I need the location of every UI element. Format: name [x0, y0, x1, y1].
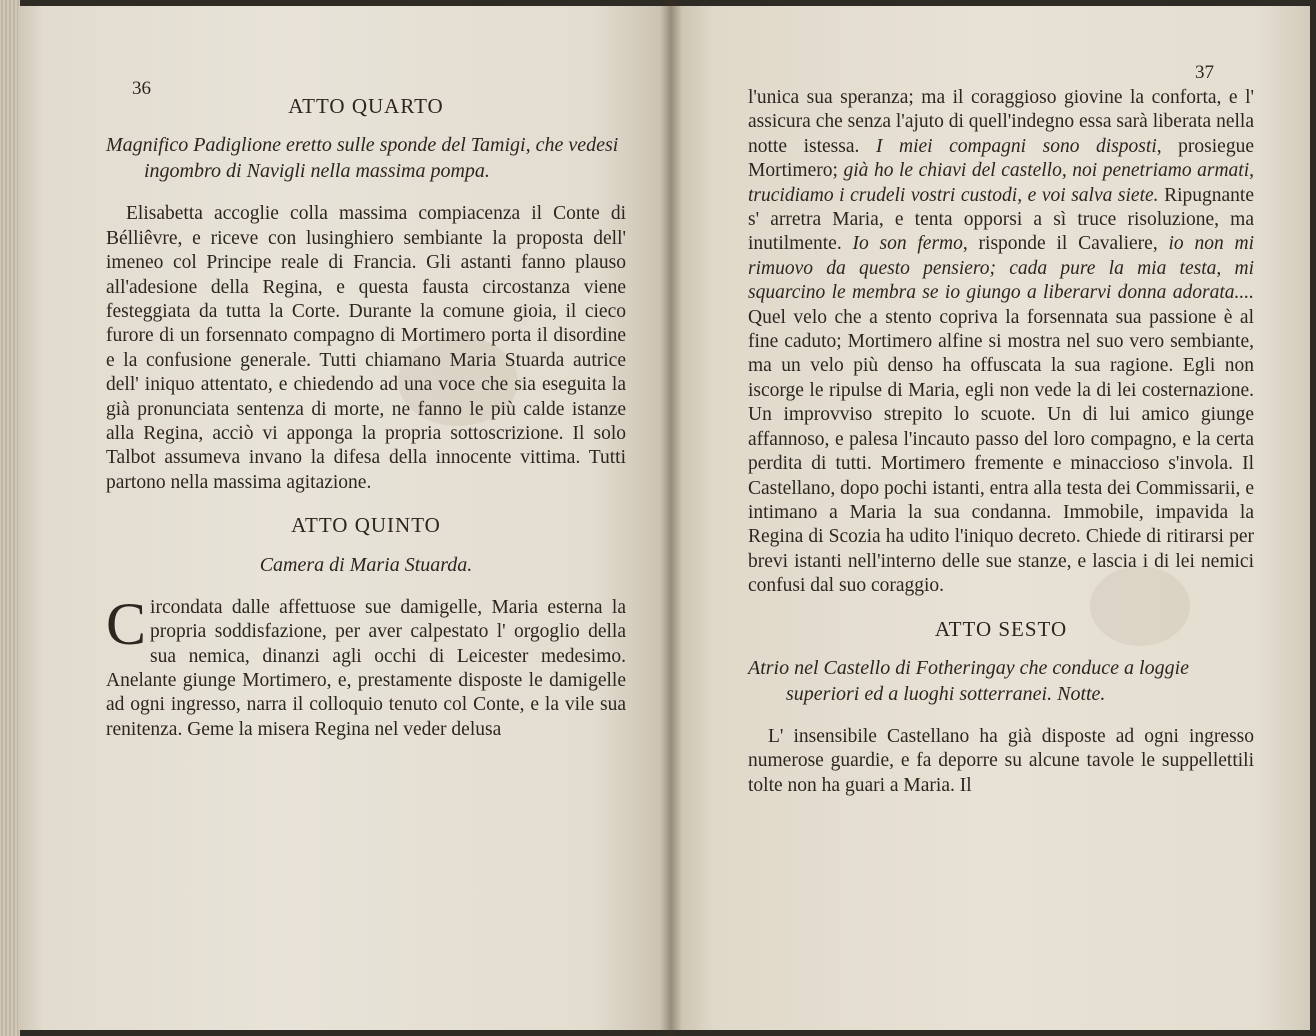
- page-number: 37: [1195, 62, 1214, 83]
- left-page: [18, 6, 670, 1030]
- act-synopsis: L' insensibile Castellano ha già disposte ad ogni ingresso numerose guardie, e fa deporre su alcune tavole le suppellettili tolte non ha guari a Maria. Il: [748, 725, 1254, 796]
- act-heading: ATTO QUINTO: [291, 513, 441, 538]
- dialogue-italic: Io son fermo: [852, 233, 963, 255]
- dialogue-italic: io non mi rimuovo da questo pensiero; cada pure la mia testa, mi squarcino le membra se io giungo a liberarvi donna adorata....: [748, 233, 1254, 304]
- scene-description: Atrio nel Castello di Fotheringay che conduce a loggie superiori ed a luoghi sotterranei. Notte.: [748, 656, 1190, 705]
- synopsis-text: Ripugnante s' arretra Maria, e tenta opporsi a sì truce risoluzione, ma inutilmente.: [748, 184, 1255, 255]
- synopsis-text: , prosiegue Mortimero;: [748, 135, 1254, 182]
- act-synopsis: [106, 590, 626, 742]
- drop-cap: C: [106, 590, 147, 657]
- synopsis-text: Quel velo che a stento copriva la forsennata sua passione è al fine caduto; Mortimero alfine si mostra nel suo vero sembiante, ma un velo più denso ha offuscata la sua ragione. Egli non iscorge le ripulse di Maria, egli non vede la di lei costernazione. Un improvviso strepito lo scuote. Un di lui amico giunge affannoso, e palesa l'incauto passo del loro compagno, e la certa perdita di tutti. Mortimero fremente e minaccioso s'invola. Il Castellano, dopo pochi istanti, entra alla testa dei Commissarii, e intimano a Maria la sua condanna. Immobile, impavida la Regina di Scozia ha udito l'iniquo decreto. Chiede di ritirarsi per brevi istanti nell'interno delle sue stanze, e lascia i di lei nemici confusi dal suo coraggio.: [748, 306, 1254, 597]
- synopsis-text: l'unica sua speranza; ma il coraggioso giovine la conforta, e l' assicura che senza l'ajuto di quell'indegno essa sarà liberata nella notte istessa.: [748, 87, 1254, 157]
- spacer: [748, 599, 1254, 617]
- page-edges: [0, 0, 20, 1036]
- dialogue-italic: I miei compagni sono disposti: [875, 135, 1157, 157]
- spacer: [106, 495, 626, 513]
- right-page: [670, 6, 1310, 1030]
- left-column: [106, 94, 626, 742]
- scene-description: Camera di Maria Stuarda.: [259, 553, 473, 576]
- book-gutter: [660, 0, 682, 1036]
- dialogue-italic: già ho le chiavi del castello, noi penetriamo armati, trucidiamo i crudeli vostri custodi, e voi salva siete.: [748, 160, 1255, 206]
- synopsis-text: , risponde il Cavaliere,: [962, 233, 1169, 255]
- right-column: [748, 86, 1254, 798]
- synopsis-text: ircondata dalle affettuose sue damigelle, Maria esterna la propria soddisfazione, per aver calpestato l' orgoglio della sua nemica, dinanzi agli occhi di Leicester medesimo. Anelante giunge Mortimero, e, prestamente disposte le damigelle ad ogni ingresso, narra il colloquio tenuto col Conte, e la vile sua renitenza. Geme la misera Regina nel veder delusa: [106, 596, 626, 740]
- act-synopsis: Elisabetta accoglie colla massima compiacenza il Conte di Bélliêvre, e riceve con lusinghiero sembiante la proposta dell' imeneo col Principe reale di Francia. Gli astanti fanno plauso all'adesione della Regina, e questa fausta circostanza viene festeggiata da tutta la Corte. Durante la comune gioia, il cieco furore di un forsennato compagno di Mortimero porta il disordine e la confusione generale. Tutti chiamano Maria Stuarda autrice dell' iniquo attentato, e chiedendo ad una voce che sia eseguita la già pronunciata sentenza di morte, ne fanno le più calde istanze alla Regina, acciò vi apponga la propria sottoscrizione. Il solo Talbot assumeva invano la difesa della innocente vittima. Tutti partono nella massima agitazione.: [106, 203, 626, 493]
- act-synopsis-continued: [748, 86, 1254, 599]
- act-heading: ATTO SESTO: [934, 616, 1068, 641]
- act-heading: ATTO QUARTO: [288, 94, 444, 118]
- scene-description: Magnifico Padiglione eretto sulle sponde del Tamigi, che vedesi ingombro di Navigli nella massima pompa.: [106, 134, 619, 183]
- page-number: 36: [132, 78, 151, 99]
